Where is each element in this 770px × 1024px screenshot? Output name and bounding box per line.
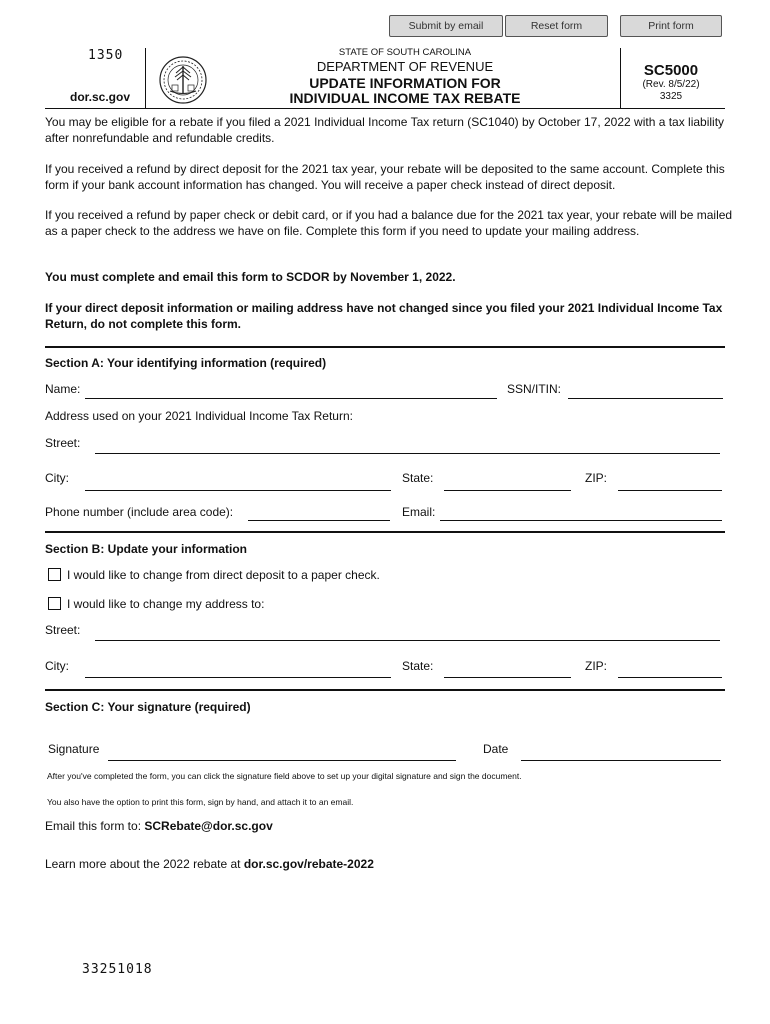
ssn-field[interactable]	[568, 398, 723, 399]
date-label: Date	[483, 742, 509, 756]
intro-paragraph-3: If you received a refund by paper check or debit card, or if you had a balance due for the 2021 tax year, your rebate will be mailed as a paper check to the address we have on file. Complete this form if you need to update your mailing address.	[45, 208, 733, 238]
new-zip-label: ZIP:	[585, 659, 608, 673]
email-field[interactable]	[440, 520, 722, 521]
form-revision: (Rev. 8/5/22)	[642, 79, 700, 90]
email-label: Email:	[402, 505, 436, 519]
intro-paragraph-1: You may be eligible for a rebate if you filed a 2021 Individual Income Tax return (SC1040) by October 17, 2022 with a tax liability after nonrefundable and refundable credits.	[45, 115, 725, 145]
form-title-line1: UPDATE INFORMATION FOR	[309, 75, 501, 91]
website: dor.sc.gov	[70, 90, 131, 104]
signature-field[interactable]	[108, 760, 456, 761]
state-field[interactable]	[444, 490, 571, 491]
learn-more	[45, 857, 374, 871]
form-number: 1350	[88, 48, 124, 63]
header-state: STATE OF SOUTH CAROLINA	[338, 47, 472, 58]
phone-label: Phone number (include area code):	[45, 505, 234, 519]
header-divider-right	[620, 48, 621, 108]
paper-check-checkbox[interactable]	[48, 568, 61, 581]
ssn-label: SSN/ITIN:	[507, 382, 562, 396]
signature-note-2: You also have the option to print this form, sign by hand, and attach it to an email.	[47, 797, 354, 807]
section-divider	[45, 346, 725, 348]
barcode-number: 33251018	[82, 962, 153, 977]
section-a-heading: Section A: Your identifying information (required)	[45, 356, 327, 370]
street-label: Street:	[45, 436, 81, 450]
deadline-notice: You must complete and email this form to SCDOR by November 1, 2022.	[45, 270, 456, 284]
phone-field[interactable]	[248, 520, 390, 521]
new-zip-field[interactable]	[618, 677, 722, 678]
state-label: State:	[402, 471, 434, 485]
form-code: SC5000	[643, 62, 699, 79]
new-city-label: City:	[45, 659, 69, 673]
section-b-heading: Section B: Update your information	[45, 542, 248, 556]
new-state-field[interactable]	[444, 677, 571, 678]
email-prefix: Email this form to:	[45, 819, 145, 833]
section-c-heading: Section C: Your signature (required)	[45, 700, 251, 714]
form-title-line2: INDIVIDUAL INCOME TAX REBATE	[289, 90, 521, 106]
change-address-checkbox[interactable]	[48, 597, 61, 610]
signature-note-1: After you've completed the form, you can click the signature field above to set up your digital signature and sign the document.	[47, 771, 522, 781]
street-field[interactable]	[95, 453, 720, 454]
city-label: City:	[45, 471, 69, 485]
new-city-field[interactable]	[85, 677, 391, 678]
reset-form-button[interactable]: Reset form	[505, 15, 608, 37]
date-field[interactable]	[521, 760, 721, 761]
new-state-label: State:	[402, 659, 434, 673]
signature-label: Signature	[48, 742, 100, 756]
paper-check-label: I would like to change from direct deposit to a paper check.	[67, 568, 380, 582]
email-address-link[interactable]: SCRebate@dor.sc.gov	[144, 819, 273, 833]
change-address-label: I would like to change my address to:	[67, 597, 265, 611]
city-field[interactable]	[85, 490, 391, 491]
name-field[interactable]	[85, 398, 497, 399]
zip-label: ZIP:	[585, 471, 608, 485]
learn-prefix: Learn more about the 2022 rebate at	[45, 857, 244, 871]
new-street-label: Street:	[45, 623, 81, 637]
no-change-notice: If your direct deposit information or mailing address have not changed since you filed your 2021 Individual Income Tax Return, do not complete this form.	[45, 301, 723, 331]
name-label: Name:	[45, 382, 81, 396]
header-divider-left	[145, 48, 146, 108]
submit-by-email-button[interactable]: Submit by email	[389, 15, 503, 37]
email-instructions	[45, 819, 273, 833]
section-divider	[45, 689, 725, 691]
section-divider	[45, 531, 725, 533]
header-department: DEPARTMENT OF REVENUE	[316, 59, 494, 74]
intro-paragraph-2: If you received a refund by direct deposit for the 2021 tax year, your rebate will be deposited to the same account. Complete this form if your bank account information has changed. You will receive a paper check instead of direct deposit.	[45, 162, 725, 192]
zip-field[interactable]	[618, 490, 722, 491]
print-form-button[interactable]: Print form	[620, 15, 722, 37]
rebate-info-link[interactable]: dor.sc.gov/rebate-2022	[243, 857, 374, 871]
header-divider-bottom	[45, 108, 725, 109]
new-street-field[interactable]	[95, 640, 720, 641]
form-id: 3325	[659, 91, 683, 102]
address-intro-label: Address used on your 2021 Individual Income Tax Return:	[45, 409, 353, 423]
